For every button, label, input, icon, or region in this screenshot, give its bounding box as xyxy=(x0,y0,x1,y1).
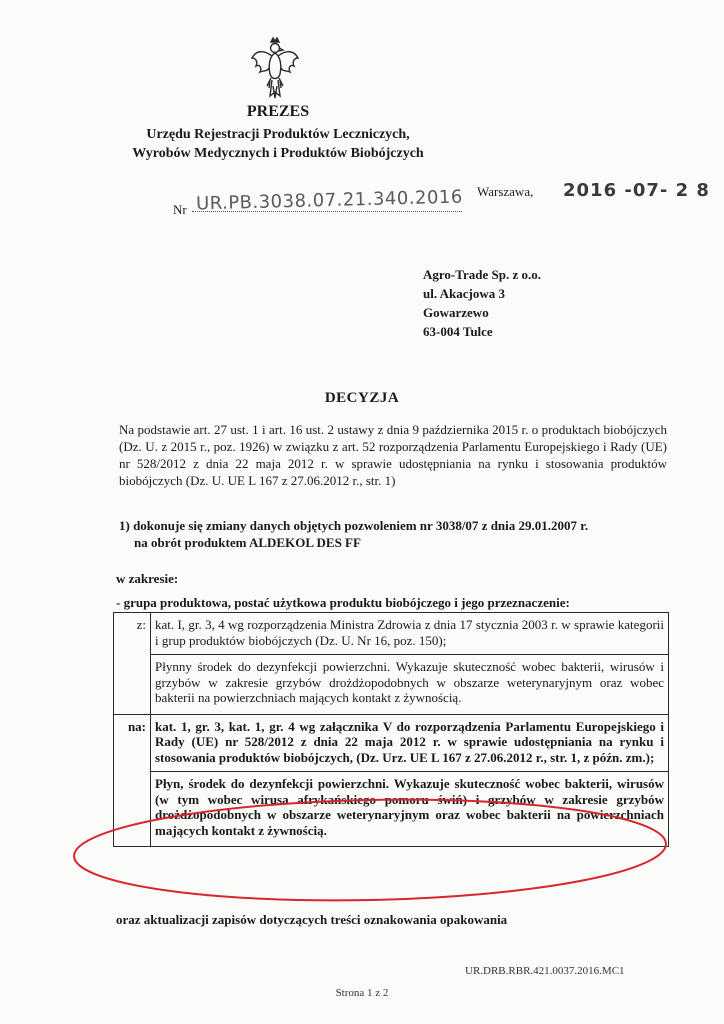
scope-label: w zakresie: xyxy=(116,571,179,586)
reference-number-handwritten: UR.PB.3038.07.21.340.2016 xyxy=(195,186,464,215)
addressee-block xyxy=(423,265,541,341)
to-description: Płyn, środek do dezynfekcji powierzchni. Wykazuje skuteczność wobec bakterii, wirusów (w tym wobec wirusa afrykańskiego pomoru świń) i grzybów w zakresie grzybów drożdżopodobnych w obszarze weterynaryjnym oraz wobec bakterii na powierzchniach mających kontakt z żywnością. xyxy=(151,771,668,842)
office-line-2: Wyrobów Medycznych i Produktów Biobójczych xyxy=(132,146,424,161)
office-line-1: Urzędu Rejestracji Produktów Leczniczych, xyxy=(146,127,410,142)
page-number: Strona 1 z 2 xyxy=(335,987,389,999)
red-annotation-ellipse xyxy=(70,795,670,905)
label-update-text: oraz aktualizacji zapisów dotyczących treści oznakowania opakowania xyxy=(116,912,508,927)
issuer-title: PREZES xyxy=(246,103,310,120)
document-title: DECYZJA xyxy=(324,390,400,406)
footer-reference: UR.DRB.RBR.421.0037.2016.MC1 xyxy=(465,965,625,977)
polish-eagle-icon xyxy=(250,36,300,102)
to-category: kat. 1, gr. 3, kat. 1, gr. 4 wg załącznika V do rozporządzenia Parlamentu Europejskiego i Rady (UE) nr 528/2012 z dnia 22 maja 2012 r. w sprawie udostępniania na rynku i stosowania produktów biobójczych, (Dz. Urz. UE L 167 z 27.06.2012 r., str. 1, z późn. zm.); xyxy=(155,718,664,765)
addressee-town: Gowarzewo xyxy=(423,305,489,320)
decision-item-1 xyxy=(119,517,671,551)
to-label: na: xyxy=(114,714,151,847)
issuer-office xyxy=(0,125,556,163)
reference-number-label: Nr xyxy=(173,202,187,217)
amendment-row-from xyxy=(114,613,669,715)
decision-item-1-line-2: na obrót produktem ALDEKOL DES FF xyxy=(134,535,361,550)
from-category: kat. I, gr. 3, 4 wg rozporządzenia Ministra Zdrowia z dnia 17 stycznia 2003 r. w sprawie kategorii i grup produktów biobójczych (Dz. U. Nr 16, poz. 150); xyxy=(155,617,664,648)
product-group-label: - grupa produktowa, postać użytkowa produktu biobójczego i jego przeznaczenie: xyxy=(116,595,570,610)
legal-basis-paragraph: Na podstawie art. 27 ust. 1 i art. 16 ust. 2 ustawy z dnia 9 października 2015 r. o produktach biobójczych (Dz. U. z 2015 r., poz. 1926) w związku z art. 52 rozporządzenia Parlamentu Europejskiego i Rady (UE) nr 528/2012 z dnia 22 maja 2012 r. w sprawie udostępniania na rynku i stosowania produktów biobójczych (Dz. U. UE L 167 z 27.06.2012 r., str. 1) xyxy=(119,422,667,488)
issue-city: Warszawa, xyxy=(477,184,534,199)
addressee-street: ul. Akacjowa 3 xyxy=(423,286,505,301)
annotation-ellipse-shape xyxy=(73,795,667,905)
addressee-company: Agro-Trade Sp. z o.o. xyxy=(423,267,541,282)
date-stamp: 2016 -07- 2 8 xyxy=(563,180,710,201)
from-content xyxy=(151,613,669,715)
addressee-postcode: 63-004 Tulce xyxy=(423,324,493,339)
decision-item-1-line-1: 1) dokonuje się zmiany danych objętych pozwoleniem nr 3038/07 z dnia 29.01.2007 r. xyxy=(119,518,589,533)
from-description: Płynny środek do dezynfekcji powierzchni. Wykazuje skuteczność wobec bakterii, wirusów i grzybów w zakresie grzybów drożdżopodobnych w obszarze weterynaryjnym oraz wobec bakterii na powierzchniach mających kontakt z żywnością. xyxy=(151,654,668,710)
from-label: z: xyxy=(114,613,151,715)
